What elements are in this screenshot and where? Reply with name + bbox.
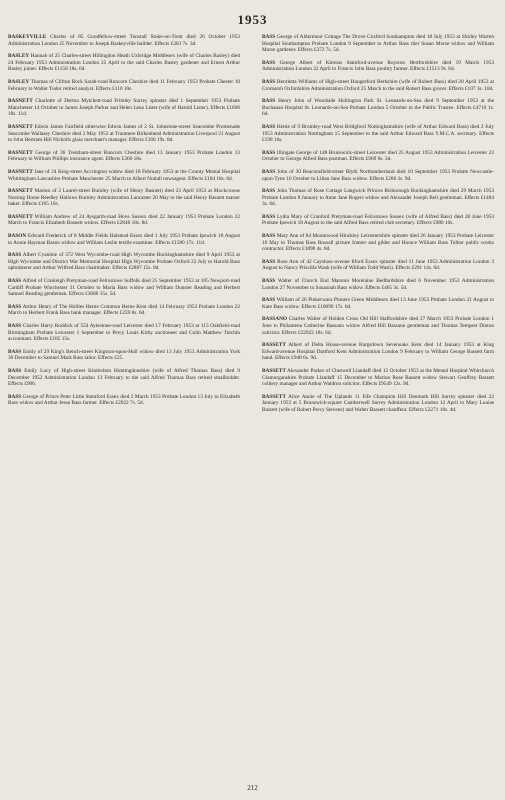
entry-text: Walter of Church End Marston Moretaine Bedfordshire died 6 November 1953 Administration London 27 November to Susannah Bass widow. Effects £465 3s. 5d. (262, 278, 494, 291)
entry-text: Rose Ann of 42 Cayshaw-avenue Ilford Essex spinster died 11 June 1953 Administration London 3 August to Nancy Priscilla Wash (wife of William Todd Wash). Effects £291 14s. 6d. (262, 258, 494, 272)
entry-text: Mary Ann of 84 Mountwood Hinckley Leicestershire spinster died 26 January 1953 Probate Leicester 16 May to Thomas Bass Rossall picture framer and gilder and Horace William Bass Tolbor public works contractor. Effects £1890 4s. 8d. (262, 233, 495, 253)
entry-text: Charles of 85 Goodfellow-street Tunstall Stoke-on-Trent died 26 October 1953 Administration London 25 November to Joseph Baskeyville builder. Effects £303 7s. 3d. (8, 34, 240, 47)
entry-text: William of 26 Pinkerwara Pinners Green Middlesex died 13 June 1953 Probate London 31 August to Kate Bass widow. Effects £10690 17s. 6d. (262, 297, 494, 310)
entry-surname: BASS (262, 233, 276, 240)
entry-surname: BASNETT (8, 168, 33, 175)
entry-text: Edwin James Fairfield otherwise Edwin James of 2 St. Johnstone-street Seacombe Promenade Seacombe Wallasey Cheshire died 3 May 1953 at Tranmere Birkenhead Administration Liverpool 21 August to John Bertram Hill Nicholls glass merchant's manager. Effects £160 19s. 8d. (8, 123, 240, 144)
probate-entry (262, 297, 494, 310)
probate-entry (262, 278, 494, 291)
probate-entry (262, 233, 494, 253)
entry-surname: BASS (262, 213, 276, 220)
entry-text: Albert Cyanime of 372 West Wycombe-road High Wycombe Buckinghamshire died 9 April 1953 at High Wycombe and District War Memorial Hospital High Wycombe Probate Oxford 22 July to Harold Bass upholsterer and Arthur Wilfred Bass chairmaker. Effects £2887 15s. 8d. (8, 252, 240, 272)
entry-text: George of Prince Peter Little Stamford Essex died 2 March 1953 Probate London 13 July to Elizabeth Bass widow and Arthur Jesse Bass farmer. Effects £2022 7s. 5d. (8, 393, 240, 407)
entry-surname: BASKEYVILLE (8, 34, 47, 40)
entry-surname: BASS (262, 98, 276, 105)
entry-surname: BASS (8, 323, 22, 329)
right-column (262, 34, 494, 414)
entry-surname: BASLEY (8, 78, 30, 85)
entry-text: John Thomas of Rose Cottage Langwick Princes Risborough Buckinghamshire died 29 March 1953 Probate London 8 January to Anne Jane Rogers widow and Alexander Joseph Bell gentleman. Effects £1484 3s. 6d. (262, 188, 495, 208)
probate-entry (262, 259, 494, 272)
probate-entry (262, 150, 494, 163)
entry-surname: BASON (8, 233, 27, 240)
probate-entry (8, 323, 240, 343)
entry-surname: BASS (262, 34, 276, 40)
entry-surname: BASSANO (262, 316, 288, 323)
page-number: 212 (247, 784, 258, 792)
probate-entry (262, 79, 494, 92)
entry-text: Emily of 29 King's Bench-street Kingston-upon-Hull widow died 13 July 1953 Administration York 30 December to Samuel Mark Bass tailor. Effects £25. (8, 348, 240, 362)
entry-surname: BASS (8, 393, 22, 400)
probate-entry (262, 342, 494, 362)
entry-text: Marion of 2 Laurel-street Burnley (wife of Henry Basnett) died 23 April 1953 at Mockcroose Nursing Home Reedley Hallows Burnley Administration Lancaster 20 May to the said Henry Basnett master baker. Effects £165 16s. (8, 188, 240, 208)
entry-surname: BASS (8, 303, 22, 310)
entry-text: Thomas of Clifton Rock Sarah-road Runcorn Cheshire died 11 February 1953 Probate Chester 10 February to Walter Tudor retired analyst. Effects £110 10s. (8, 78, 241, 92)
probate-entry (262, 60, 494, 73)
entry-surname: BASS (262, 59, 276, 66)
probate-entry (262, 188, 494, 208)
entry-text: William Andrew of 24 Aysgarth-road Hove Sussex died 22 January 1953 Probate London 22 March to Francis Elizabeth Basnett widow. Effects £2846 18s. 8d. (8, 213, 240, 227)
probate-entry (8, 188, 240, 208)
probate-entry (8, 368, 240, 388)
entry-text: Arthur Henry of The Hollies Herne Common Herne Kent died 14 February 1953 Probate London 22 March to Herbert Frank Bass bank manager. Effects £259 8s. 6d. (8, 303, 240, 317)
probate-entry (8, 169, 240, 182)
entry-text: Charles Walter of Holden Cross Old Hill Staffordshire died 27 March 1953 Probate London 1 June to Philamena Catherine Bassano widow Alfred Hill Bassano gentleman and Thomas Tempest Dinton solicitor. Effects £22922 18s. 6d. (262, 316, 494, 336)
entry-surname: BASS (262, 258, 276, 265)
probate-entry (262, 394, 494, 414)
entry-surname: BASNETT (8, 98, 33, 105)
probate-entry (262, 368, 494, 388)
entry-surname: BASS (262, 78, 276, 85)
entry-text: Charlotte of Derton Mytchett-road Frimley Surrey spinster died 1 September 1953 Probate Manchester 14 October to James Joseph Parker and Helen Lena Lister (wife of Harold Lister). Effects £1896 18s. 11d. (8, 98, 240, 118)
entry-surname: BASSETT (262, 342, 286, 349)
entry-surname: BASS (262, 123, 276, 130)
entry-text: Hettie of 9 Bromley-road West Bridgford Nottinghamshire (wife of Arthur Edward Bass) died 2 July 1953 Administration Nottingham 15 September to the said Arthur Edward Bass Y.M.C.A. secretary. Effects £198 16s. (262, 123, 495, 144)
probate-entry (8, 98, 240, 118)
entry-surname: BASS (8, 252, 22, 259)
entry-text: Hannah of 25 Charles-street Hillingdon Heath Uxbridge Middlesex (wife of Charles Basley) died 24 February 1953 Administration London 25 April to the said Charles Basley gardener and Ernest Arthur Basley joiner. Effects £1158 18s. 6d. (8, 53, 241, 73)
probate-entry (262, 34, 494, 54)
entry-text: Alfred of Cranleigh Pretyman-road Felixstowe Suffolk died 25 September 1953 at 105 Newport-road Cardiff Probate Winchester 31 October to Maria Bass widow and William Dunster Reading and Herbert Samuel Reading gentleman. Effects £3680 15s. 5d. (8, 278, 240, 298)
probate-entry (8, 252, 240, 272)
entry-text: Jane of 24 King-street Accrington widow died 18 February 1953 at the County Mental Hospital Whittingham Lancashire Probate Manchester 25 March to Albert Nuttall newsagent. Effects £104 18s. 6d. (8, 168, 240, 182)
probate-entry (262, 98, 494, 118)
entry-surname: BASS (8, 348, 22, 355)
probate-entry (8, 394, 240, 407)
entry-text: Edward Frederick of 8 Middle Fields Halstead Essex died 1 July 1953 Probate Ipswich 18 August to Annie Hayman Bason widow and William Leslie textile examiner. Effects £1580 17s. 11d. (8, 233, 240, 246)
entry-surname: BASNETT (8, 123, 33, 130)
page-year-heading: 1953 (237, 12, 268, 27)
probate-entry (262, 169, 494, 182)
probate-entry (8, 79, 240, 92)
probate-entry (8, 53, 240, 73)
entry-text: Illingate George of 148 Brunswick-street Leicester died 25 August 1953 Administration Leicester 23 October to George Alfred Bass postman. Effects £969 0s. 3d. (262, 149, 495, 163)
entry-surname: BASS (262, 188, 276, 195)
probate-entry (8, 124, 240, 144)
entry-text: Henry John of Woodside Hollington Park St. Leonards-on-Sea died 9 September 1953 at the Buchanan Hospital St. Leonards-on-Sea Probate London 5 October to the Public Trustee. Effects £4710 1s. 6d. (262, 98, 494, 118)
entry-surname: BASLEY (8, 53, 30, 60)
probate-entry (8, 34, 240, 47)
probate-entry (262, 214, 494, 227)
entry-surname: BASS (262, 297, 276, 304)
entry-text: John of 30 Beaconsfield-street Blyth Northumberland died 10 September 1953 Probate Newcastle-upon-Tyne 16 October to Lilian Jane Bass widow. Effects £286 3s. 9d. (262, 168, 494, 182)
left-column (8, 34, 240, 407)
entry-text: Charles Harry Roddick of 554 Aylestone-road Leicester died 17 February 1953 at 113 Oakfield-road Birmingham Probate Leicester 1 September to Percy Louis Kirby auctioneer and Colin Matthew Tutchin accountant. Effects £185 15s. (8, 323, 241, 343)
probate-entry (262, 124, 494, 144)
entry-text: Emily Lucy of High-street Kimbolton Huntingdonshire (wife of Alfred Thomas Bass) died 9 December 1952 Administration London 13 February to the said Alfred Thomas Bass retired smallholder. Effects £906. (8, 367, 240, 388)
entry-surname: BASNETT (8, 149, 33, 156)
probate-entry (8, 278, 240, 298)
entry-text: Albert of Delta House-avenue Bargsdown Sevenoaks Kent died 14 January 1953 at King Edward-avenue Hospital Dartford Kent Administration London 9 February to William George Bassett farm hand. Effects £948 6s. 9d. (262, 342, 494, 362)
entry-text: Alexander Parker of Cheswell Llandaff died 12 October 1953 at the Mental Hospital Whitchurch Glamorganshire Probate Llandaff 15 December to Marion Rose Bassett widow Stewart Geoffrey Bassett colliery manager and Arthur Waldron solicitor. Effects £9549 12s. 9d. (262, 367, 494, 388)
entry-surname: BASS (8, 367, 22, 374)
entry-surname: BASS (262, 168, 276, 175)
entry-surname: BASS (8, 278, 22, 285)
entry-text: Henrietta Williams of High-street Hungerford Berkshire (wife of Robert Bass) died 28 April 1953 at Cromarsh Oxfordshire Administration Oxford 25 March to the said Robert Bass grocer. Effects £107 3s. 10d. (262, 78, 494, 92)
entry-text: George of Aldermoor Cottage The Drove Coxford Southampton died 18 July 1953 at Shirley Warren Hospital Southampton Probate London 9 September to Arthur Bass tiler Susan Morse widow and William Morse gardener. Effects £372 7s. 5d. (262, 34, 494, 54)
probate-entry (8, 349, 240, 362)
entry-surname: BASSETT (262, 393, 286, 400)
probate-entry (8, 214, 240, 227)
probate-entry (262, 316, 494, 336)
probate-entry (8, 150, 240, 163)
entry-text: George Albert of Kinross Stamford-avenue Royston Hertfordshire died 19 March 1953 Administration London 22 April to Francis John Bass poultry farmer. Effects £1513 9s. 6d. (262, 59, 495, 73)
probate-entry (8, 304, 240, 317)
entry-text: Lydia Mary of Cranford Pretyman-road Felixstowe Sussex (wife of Alfred Bass) died 28 June 1953 Probate Ipswich 18 August to the said Alfred Bass retired club secretary. Effects £980 10s. (262, 213, 494, 227)
entry-surname: BASS (262, 278, 276, 285)
entry-text: Alice Annie of The Uplands 11 Fife Champion Hill Denmark Hill Surrey spinster died 22 January 1953 at 5 Brunswick-square Camberwell Surrey Administration London 12 April to Mary Louise Bassett (wife of Robert Percy Stevens) and Walter Bassett chauffeur. Effects £2271 18s. 4d. (262, 393, 494, 413)
entry-surname: BASSETT (262, 367, 286, 374)
entry-surname: BASNETT (8, 213, 33, 220)
entry-surname: BASS (262, 149, 276, 156)
entry-text: George of 36 Trentham-street Runcorn Cheshire died 13 January 1953 Probate London 13 February to William Phillips insurance agent. Effects £366 18s. (8, 149, 240, 163)
entry-surname: BASNETT (8, 188, 33, 195)
probate-entry (8, 233, 240, 246)
